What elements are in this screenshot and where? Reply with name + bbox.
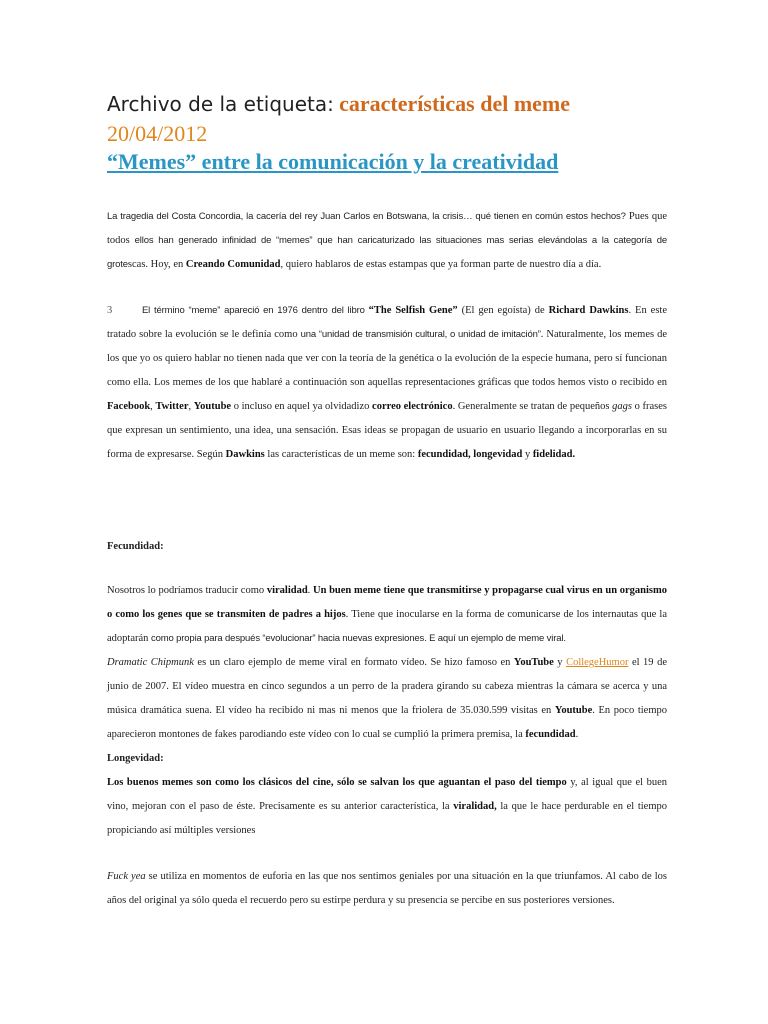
fecundidad-paragraph bbox=[107, 579, 667, 651]
fecundidad-text: . bbox=[307, 585, 313, 596]
dawkins-bold: correo electrónico bbox=[372, 401, 453, 412]
fecundidad-bold: viralidad bbox=[266, 585, 308, 596]
intro-paragraph bbox=[107, 205, 667, 277]
dawkins-bold: Richard Dawkins bbox=[548, 305, 629, 316]
chipmunk-title: Dramatic Chipmunk bbox=[107, 657, 194, 668]
chipmunk-bold: fecundidad bbox=[525, 729, 576, 740]
dawkins-italic: gags bbox=[612, 401, 632, 412]
dawkins-text: las características de un meme son: bbox=[264, 449, 418, 460]
dawkins-bold: Youtube bbox=[193, 401, 232, 412]
intro-text: en bbox=[173, 259, 186, 270]
dawkins-text: . Generalmente se tratan de pequeños bbox=[452, 401, 613, 412]
intro-text: Pues que todos bbox=[107, 211, 668, 246]
longevidad-text: la que le hace perdurable en el tiempo propiciando así múltiples versiones bbox=[107, 801, 667, 836]
tag-name: características del meme bbox=[339, 91, 571, 116]
post-date: 20/04/2012 bbox=[107, 121, 208, 146]
longevidad-paragraph bbox=[107, 771, 667, 843]
fecundidad-heading: Fecundidad: bbox=[107, 541, 164, 552]
dawkins-text: o incluso en aquel ya olvidadizo bbox=[231, 401, 373, 412]
fuckyea-paragraph bbox=[107, 865, 667, 913]
dawkins-text: (El gen egoísta) de bbox=[457, 305, 549, 316]
dawkins-text: una “unidad de transmisión cultural, o unidad de imitación” bbox=[300, 329, 541, 340]
dawkins-bold: fidelidad. bbox=[532, 449, 576, 460]
dawkins-bold: fecundidad, longevidad bbox=[417, 449, 523, 460]
dawkins-paragraph bbox=[107, 299, 667, 467]
dawkins-text: . En este tratado sobre la evolución se le definía como bbox=[107, 305, 668, 340]
fecundidad-text: como propia para después “evolucionar” hacia nuevas expresiones. E aquí un ejemplo de meme viral. bbox=[151, 633, 566, 644]
intro-text: scas. Hoy, bbox=[127, 259, 174, 270]
tag-archive-prefix: Archivo de la etiqueta bbox=[107, 92, 328, 116]
dawkins-text: . Naturalmente, los memes de los que yo os quiero hablar no tienen nada que ver con la teoría de la genética o la evolución de la especie humana, pero sí funcionan como ella. Los memes de los que hablaré a continuación son aquellas representaciones gráficas que todos hemos visto o recibido en bbox=[107, 329, 667, 388]
longevidad-bold: Los buenos memes son como los clásicos del cine, sólo se salvan los que aguantan el paso del tiempo bbox=[107, 777, 567, 788]
longevidad-heading: Longevidad: bbox=[107, 753, 164, 764]
fuckyea-title: Fuck yea bbox=[107, 871, 146, 882]
chipmunk-text: . bbox=[575, 729, 579, 740]
chipmunk-bold: YouTube bbox=[513, 657, 554, 668]
intro-text: , quiero hablaros de estas estampas que ya forman parte de nuestro día a día. bbox=[280, 259, 602, 270]
collegehumor-link[interactable]: CollegeHumor bbox=[566, 657, 629, 668]
dawkins-bold: “The Selfish Gene” bbox=[368, 305, 458, 316]
article bbox=[107, 88, 667, 913]
dawkins-text: y bbox=[522, 449, 533, 460]
chipmunk-text: el 19 de junio de 2007. El vídeo muestra en cinco segundos a un perro de la pradera girando su cabeza mientras la cámara se acerca y una música dramática suena. El vídeo ha recibido ni mas ni menos que la friolera de 35.030.599 visitas en bbox=[107, 657, 667, 716]
chipmunk-paragraph bbox=[107, 651, 667, 747]
intro-bold: Creando Comunidad bbox=[185, 259, 281, 270]
dawkins-text: o frases que expresan un sentimiento, una idea, una sensación. Esas ideas se propagan de usuario en usuario llegando a incorporarlas en su forma de expresarse. Según bbox=[107, 401, 667, 460]
dawkins-bold: Facebook bbox=[107, 401, 151, 412]
paragraph-number: 3 bbox=[107, 305, 113, 316]
chipmunk-text: . En poco tiempo aparecieron montones de fakes parodiando este vídeo con lo cual se cumplió la primera premisa, la bbox=[107, 705, 667, 740]
dawkins-text: El término “meme” apareció en 1976 dentro del libro bbox=[142, 305, 369, 316]
dawkins-bold: Dawkins bbox=[225, 449, 265, 460]
chipmunk-text: es un claro ejemplo de meme viral en formato vídeo. Se hizo famoso en bbox=[193, 657, 514, 668]
fecundidad-text: . Tiene que inocularse en la forma de comunicarse de los internautas que la adoptarán bbox=[107, 609, 667, 644]
chipmunk-bold: Youtube bbox=[554, 705, 593, 716]
dawkins-bold: Twitter bbox=[155, 401, 189, 412]
fuckyea-text: se utiliza en momentos de euforia en las que nos sentimos geniales por una situación en la que triunfamos. Al cabo de los años del original ya sólo queda el recuerdo pero su estirpe perdura y su presencia se percibe en sus posteriores versiones. bbox=[107, 871, 667, 906]
longevidad-bold: viralidad, bbox=[453, 801, 497, 812]
dawkins-text: , bbox=[150, 401, 156, 412]
tag-archive-heading bbox=[107, 88, 667, 120]
tag-archive-colon: : bbox=[327, 92, 334, 116]
longevidad-text: y, al igual que el buen vino, mejoran con el paso de éste. Precisamente es su anterior característica, la bbox=[107, 777, 667, 812]
intro-text: ellos han generado infinidad de “memes” que han caricaturizado las situaciones mas serias elevándolas a la categoría de grote bbox=[107, 235, 667, 270]
post-title: “Memes” entre la comunicación y la creatividad bbox=[107, 149, 559, 174]
fecundidad-bold: Un buen meme tiene que transmitirse y propagarse cual virus en un organismo o como los genes que se transmiten de padres a hijos bbox=[107, 585, 668, 620]
intro-text: La tragedia del Costa Concordia, la cacería del rey Juan Carlos en Botswana, la crisis… qué tienen en común estos hechos? bbox=[107, 211, 626, 222]
chipmunk-text: y bbox=[553, 657, 567, 668]
fecundidad-text: Nosotros lo podríamos traducir como bbox=[107, 585, 267, 596]
dawkins-text: , bbox=[188, 401, 194, 412]
